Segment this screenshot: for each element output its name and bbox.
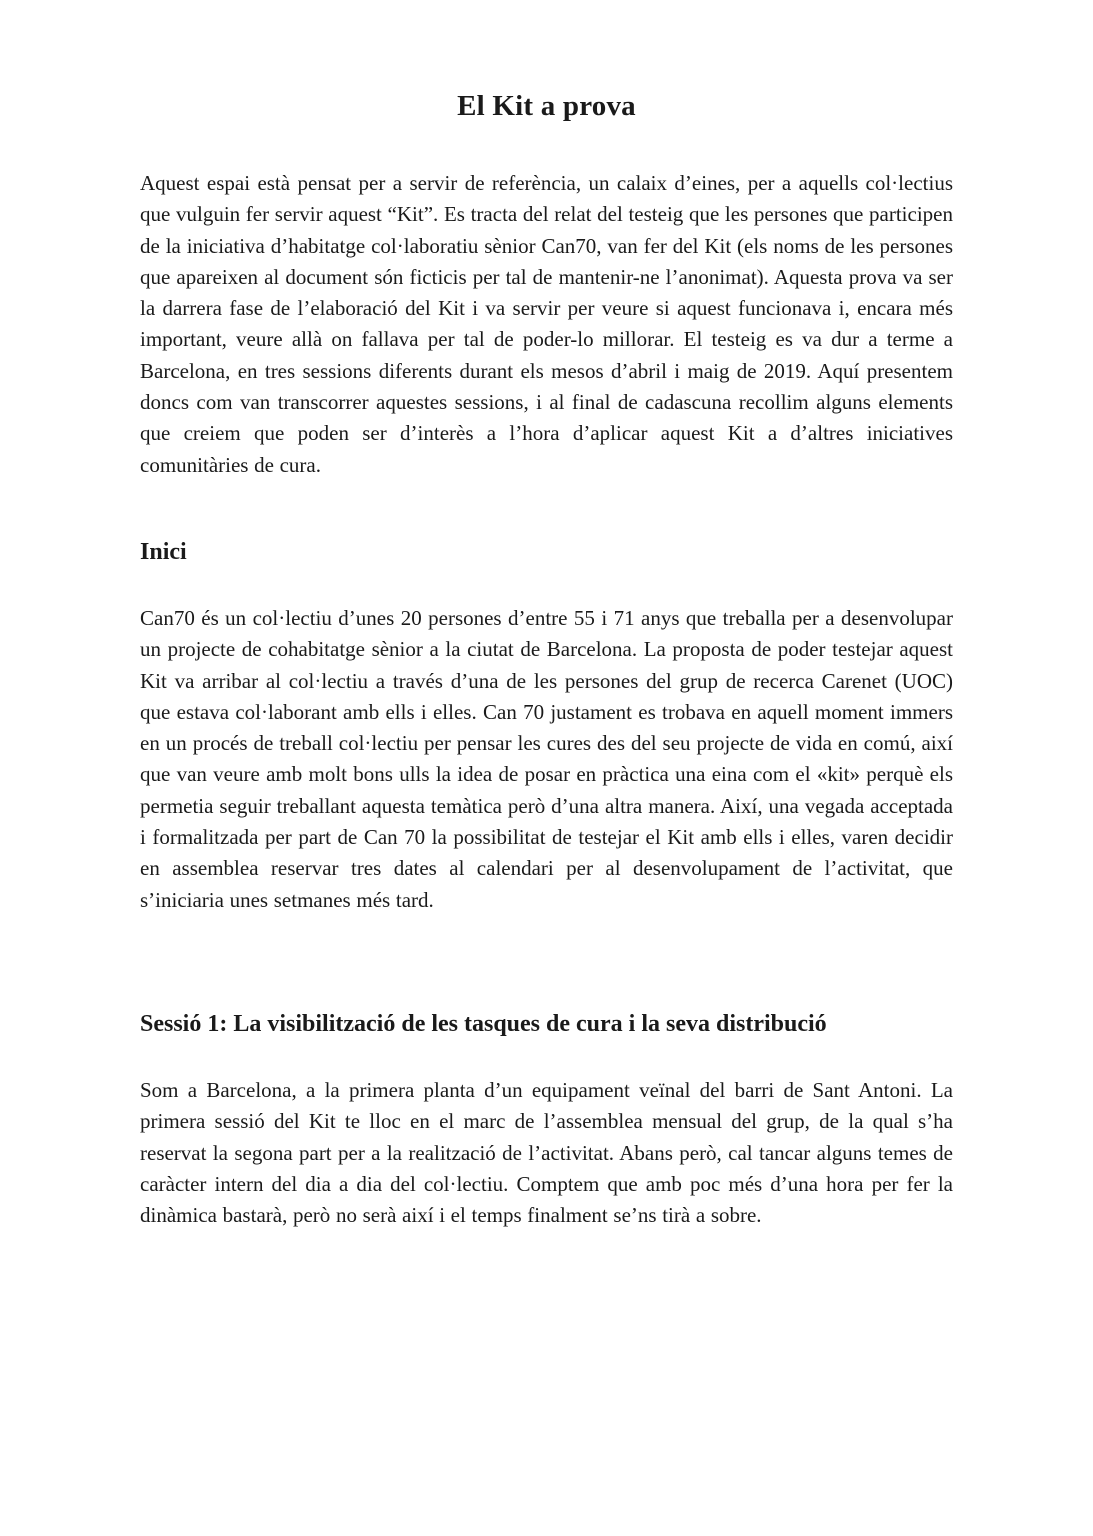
intro-paragraph: Aquest espai està pensat per a servir de referència, un calaix d’eines, per a aquells col·lectius que vulguin fer servir aquest “Kit”. Es tracta del relat del testeig que les persones que participen de la iniciativa d’habitatge col·laboratiu sènior Can70, van fer del Kit (els noms de les persones que apareixen al document són ficticis per tal de mantenir-ne l’anonimat). Aquesta prova va ser la darrera fase de l’elaboració del Kit i va servir per veure si aquest funcionava i, encara més important, veure allà on fallava per tal de poder-lo millorar. El testeig es va dur a terme a Barcelona, en tres sessions diferents durant els mesos d’abril i maig de 2019. Aquí presentem doncs com van transcorrer aquestes sessions, i al final de cadascuna recollim alguns elements que creiem que poden ser d’interès a l’hora d’aplicar aquest Kit a d’altres iniciatives comunitàries de cura. bbox=[140, 171, 953, 477]
section-heading-sessio-1: Sessió 1: La visibilització de les tasques de cura i la seva distribució bbox=[140, 1010, 827, 1037]
document-title: El Kit a prova bbox=[457, 90, 636, 122]
section-heading-inici: Inici bbox=[140, 538, 187, 565]
sessio-1-paragraph: Som a Barcelona, a la primera planta d’un equipament veïnal del barri de Sant Antoni. La primera sessió del Kit te lloc en el marc de l’assemblea mensual del grup, de la qual s’ha reservat la segona part per a la realització de l’activitat. Abans però, cal tancar alguns temes de caràcter intern del dia a dia del col·lectiu. Comptem que amb poc més d’una hora per fer la dinàmica bastarà, però no serà així i el temps finalment se’ns tirà a sobre. bbox=[140, 1077, 953, 1228]
inici-paragraph: Can70 és un col·lectiu d’unes 20 persones d’entre 55 i 71 anys que treballa per a desenvolupar un projecte de cohabitatge sènior a la ciutat de Barcelona. La proposta de poder testejar aquest Kit va arribar al col·lectiu a través d’una de les persones del grup de recerca Carenet (UOC) que estava col·laborant amb ells i elles. Can 70 justament es trobava en aquell moment immers en un procés de treball col·lectiu per pensar les cures des del seu projecte de vida en comú, així que van veure amb molt bons ulls la idea de posar en pràctica una eina com el «kit» perquè els permetia seguir treballant aquesta temàtica però d’una altra manera. Així, una vegada acceptada i formalitzada per part de Can 70 la possibilitat de testejar el Kit amb ells i elles, varen decidir en assemblea reservar tres dates al calendari per al desenvolupament de l’activitat, que s’iniciaria unes setmanes més tard. bbox=[140, 605, 953, 912]
